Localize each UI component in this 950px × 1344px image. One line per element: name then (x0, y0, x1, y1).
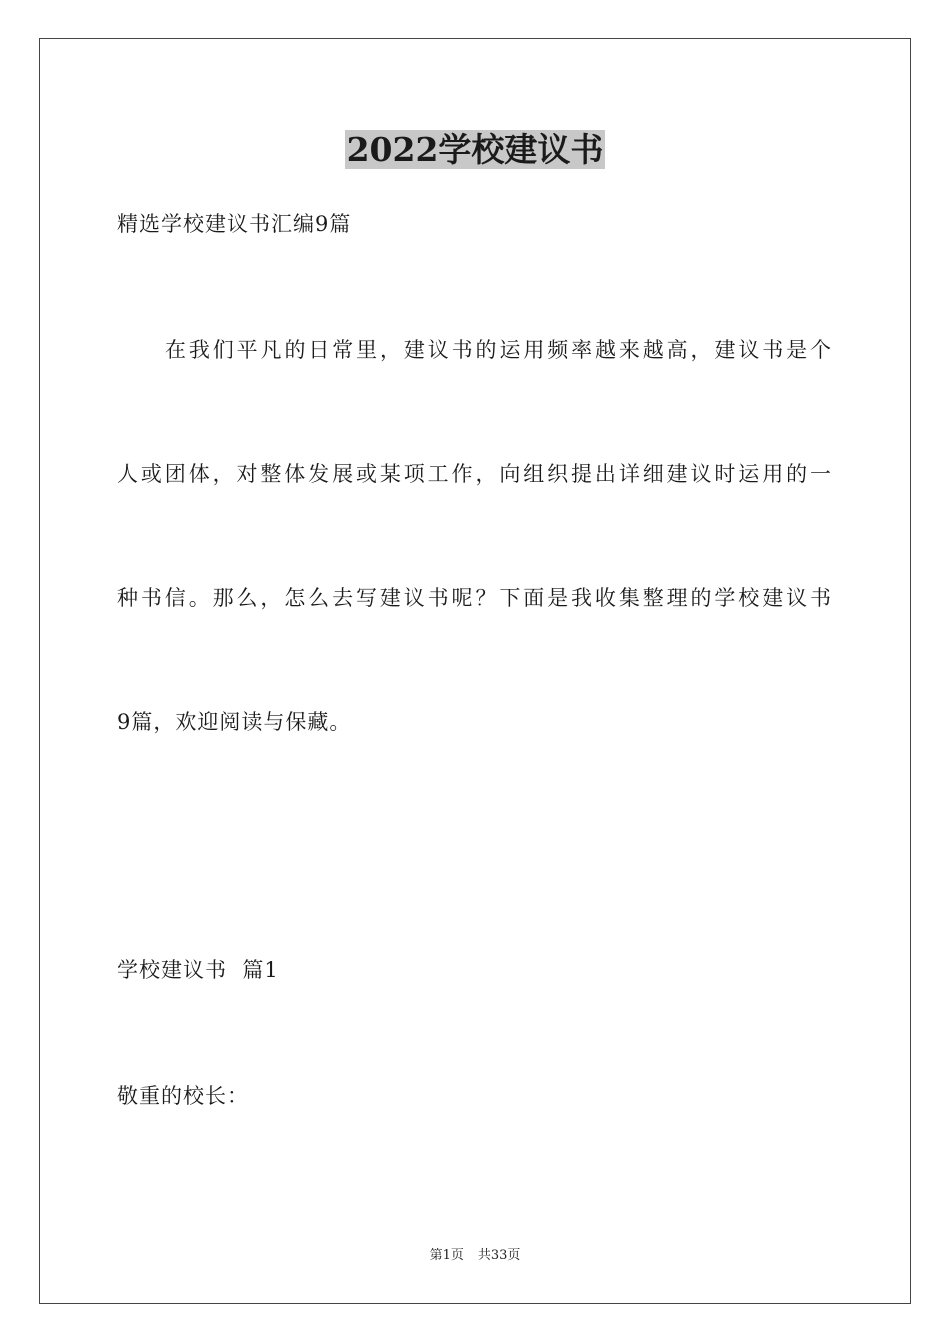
intro-line-2: 人或团体，对整体发展或某项工作，向组织提出详细建议时运用的一 (117, 462, 832, 486)
document-title-text: 2022学校建议书 (346, 130, 604, 169)
page-total: 共33页 (477, 1248, 521, 1263)
intro-line-4: 9篇，欢迎阅读与保藏。 (117, 710, 352, 734)
intro-line-3: 种书信。那么，怎么去写建议书呢？下面是我收集整理的学校建议书 (117, 586, 832, 610)
page-footer (0, 1247, 950, 1265)
document-subtitle: 精选学校建议书汇编9篇 (117, 212, 352, 236)
intro-line-1: 在我们平凡的日常里，建议书的运用频率越来越高，建议书是个 (165, 338, 832, 362)
page-number: 第1页 (429, 1248, 464, 1263)
section-heading: 学校建议书 篇1 (117, 958, 279, 982)
document-title (0, 128, 950, 172)
salutation: 敬重的校长： (117, 1084, 249, 1108)
